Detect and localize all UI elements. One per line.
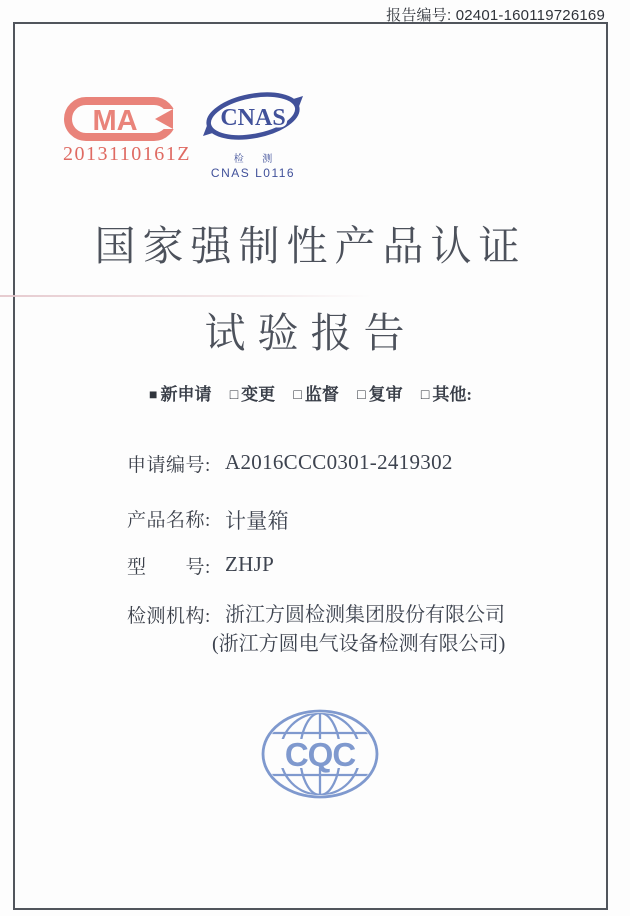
application-type-label: 复审 (368, 385, 403, 404)
cma-accreditation-mark (63, 96, 191, 166)
field-value: A2016CCC0301-2419302 (225, 450, 453, 474)
application-type-label: 其他: (432, 385, 472, 404)
cnas-logo-icon (203, 88, 303, 146)
cnas-caption: 检 测 (233, 154, 281, 165)
field-value (212, 601, 518, 659)
report-number-label: 报告编号: (386, 7, 452, 24)
application-type-row (13, 380, 608, 405)
org-name-line1: 浙江方圆检测集团股份有限公司 (225, 604, 505, 626)
application-type-option-review (357, 385, 402, 404)
application-type-option-new (149, 385, 211, 404)
application-type-label: 监督 (304, 385, 339, 404)
checkbox-empty-icon: □ (420, 388, 430, 403)
cnas-lab-number: CNAS L0116 (210, 166, 296, 180)
scan-artifact-line (0, 295, 372, 297)
cma-mark-text: MA (92, 105, 138, 137)
cma-logo-icon (63, 96, 177, 142)
cnas-accreditation-mark (202, 88, 304, 180)
report-number-value: 02401-160119726169 (455, 7, 605, 24)
field-label: 申请编号: (127, 455, 211, 476)
report-title-line2: 试验报告 (204, 310, 417, 356)
cqc-globe-icon (260, 708, 380, 800)
checkbox-empty-icon: □ (357, 388, 366, 403)
application-type-label: 新申请 (160, 385, 212, 404)
field-label: 型 号: (127, 557, 211, 578)
checkbox-checked-icon: ■ (148, 388, 158, 403)
org-name-line2: (浙江方圆电气设备检测有限公司) (212, 633, 506, 655)
cqc-mark (260, 708, 380, 800)
field-value: 计量箱 (225, 509, 289, 533)
field-label: 检测机构: (127, 606, 211, 627)
field-test-organization (127, 601, 518, 659)
field-application-number (127, 450, 453, 477)
application-type-option-other (421, 385, 472, 404)
report-title-line1: 国家强制性产品认证 (94, 223, 527, 269)
field-model (127, 552, 274, 579)
checkbox-empty-icon: □ (229, 388, 239, 403)
application-type-option-change (230, 385, 275, 404)
application-type-option-supervision (293, 385, 338, 404)
cnas-mark-text: CNAS (220, 105, 286, 131)
application-type-label: 变更 (241, 385, 276, 404)
field-label: 产品名称: (127, 510, 211, 531)
cqc-mark-text: CQC (284, 736, 356, 773)
field-value: ZHJP (225, 552, 275, 576)
checkbox-empty-icon: □ (293, 388, 302, 403)
cma-certificate-number: 2013110161Z (63, 143, 191, 165)
field-product-name (127, 505, 289, 535)
